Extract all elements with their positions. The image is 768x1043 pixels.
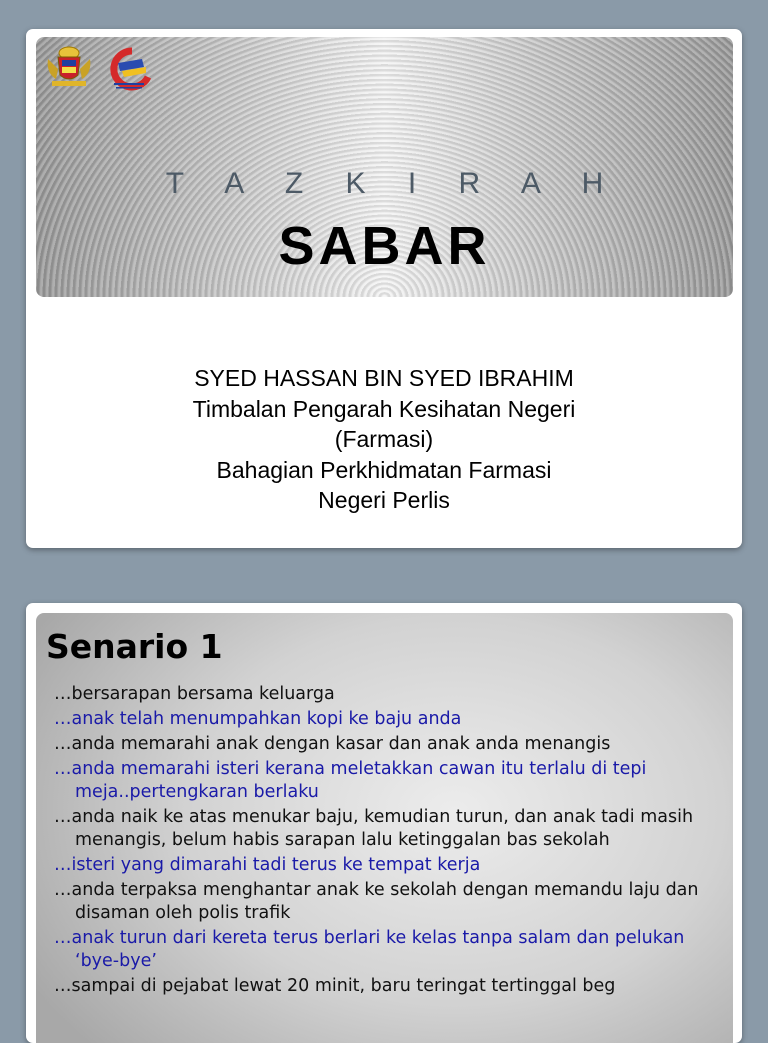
- scenario-line: …anda terpaksa menghantar anak ke sekolah dengan memandu laju dan disaman oleh polis trafik: [54, 880, 699, 923]
- presenter-division: Bahagian Perkhidmatan Farmasi: [216, 456, 552, 483]
- presenter-position-unit: (Farmasi): [334, 426, 434, 452]
- scenario-line: …anda memarahi anak dengan kasar dan anak anda menangis: [54, 734, 611, 754]
- slide-title: SABAR: [278, 216, 491, 276]
- scenario-panel: [36, 613, 733, 1043]
- presenter-position: Timbalan Pengarah Kesihatan Negeri: [192, 395, 576, 422]
- scenario-line: …bersarapan bersama keluarga: [54, 684, 335, 704]
- scenario-line: …sampai di pejabat lewat 20 minit, baru teringat tertinggal beg: [54, 976, 616, 996]
- scenario-lines: [54, 683, 726, 1000]
- presenter-info: [26, 363, 742, 516]
- scenario-title: Senario 1: [46, 627, 223, 666]
- heading-tazkirah: T A Z K I R A H: [165, 167, 621, 200]
- ministry-logo: [102, 45, 154, 91]
- scenario-line: …anda memarahi isteri kerana meletakkan cawan itu terlalu di tepi meja..pertengkaran berlaku: [54, 759, 647, 802]
- title-banner: [36, 37, 733, 297]
- presenter-name: SYED HASSAN BIN SYED IBRAHIM: [194, 365, 574, 391]
- scenario-line: …anak turun dari kereta terus berlari ke kelas tanpa salam dan pelukan ‘bye-bye’: [54, 928, 685, 971]
- scenario-slide: [26, 603, 742, 1043]
- scenario-line: …anda naik ke atas menukar baju, kemudian turun, dan anak tadi masih menangis, belum habis sarapan lalu ketinggalan bas sekolah: [54, 807, 694, 850]
- coat-of-arms-logo: [44, 45, 94, 89]
- title-slide: [26, 29, 742, 548]
- scenario-line: …anak telah menumpahkan kopi ke baju anda: [54, 709, 462, 729]
- presenter-state: Negeri Perlis: [318, 487, 450, 513]
- scenario-line: …isteri yang dimarahi tadi terus ke tempat kerja: [54, 855, 481, 875]
